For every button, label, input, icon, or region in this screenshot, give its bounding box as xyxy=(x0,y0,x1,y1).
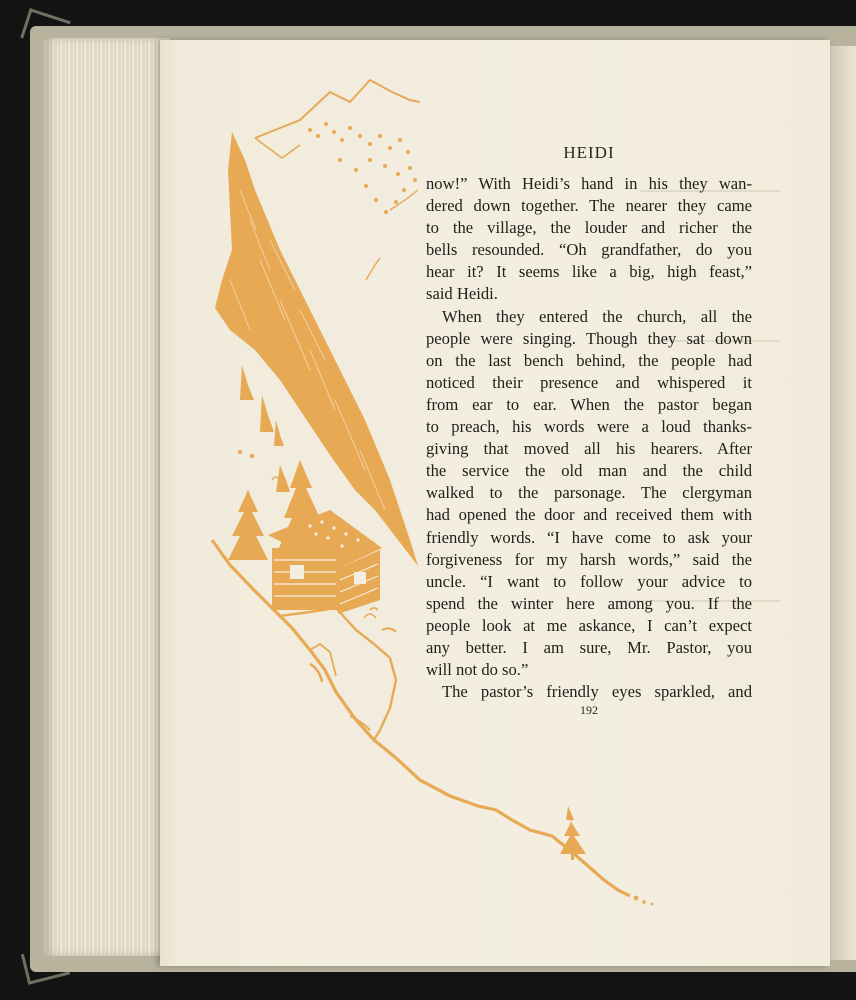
page-body-text xyxy=(426,173,752,703)
text-line: dered down together. The nearer they came xyxy=(426,196,752,216)
text-line: said Heidi. xyxy=(426,284,498,304)
page-edges xyxy=(44,38,170,956)
text-line: had opened the door and received them with xyxy=(426,505,752,525)
text-line: hear it? It seems like a big, high feast,” xyxy=(426,262,752,282)
text-line: uncle. “I want to follow your advice to xyxy=(426,571,752,591)
text-line: will not do so.” xyxy=(426,660,529,680)
text-line: friendly words. “I have come to ask your xyxy=(426,527,752,547)
text-line: forgiveness for my harsh words,” said the xyxy=(426,549,752,569)
text-line: on the last bench behind, the people had xyxy=(426,350,752,370)
text-line: spend the winter here among you. If the xyxy=(426,593,752,613)
text-line: now!” With Heidi’s hand in his they wan- xyxy=(426,174,752,193)
running-header: HEIDI xyxy=(563,143,615,162)
text-line: noticed their presence and whispered it xyxy=(426,372,752,392)
text-line: people look at me askance, I can’t expect xyxy=(426,615,752,635)
facing-page-edge xyxy=(829,46,856,960)
text-line: to preach, his words were a loud thanks- xyxy=(426,417,752,437)
text-line: to the village, the louder and richer the xyxy=(426,218,752,238)
text-line: from ear to ear. When the pastor began xyxy=(426,394,752,414)
text-line: the service the old man and the child xyxy=(426,461,752,481)
page-number: 192 xyxy=(580,703,598,717)
text-line: walked to the parsonage. The clergyman xyxy=(426,483,752,503)
text-line: The pastor’s friendly eyes sparkled, and xyxy=(442,682,752,702)
text-line: When they entered the church, all the xyxy=(442,306,752,326)
text-line: bells resounded. “Oh grandfather, do you xyxy=(426,240,752,260)
text-line: people were singing. Though they sat down xyxy=(426,328,752,348)
text-line: any better. I am sure, Mr. Pastor, you xyxy=(426,637,752,657)
text-line: giving that moved all his hearers. After xyxy=(426,439,752,459)
